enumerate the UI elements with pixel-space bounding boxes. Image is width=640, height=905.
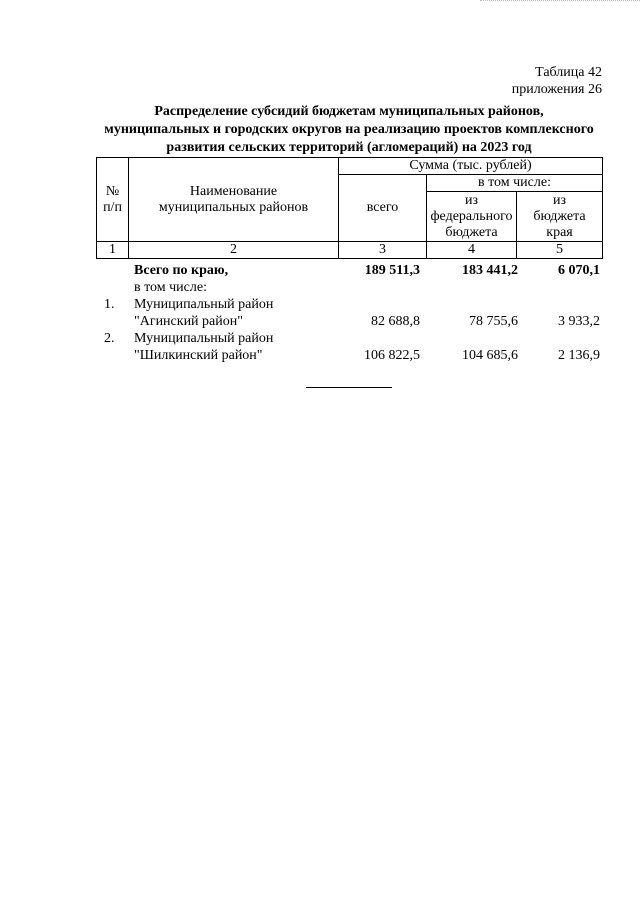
row-federal: 78 755,6 xyxy=(469,314,518,329)
header-including: в том числе: xyxy=(427,175,603,192)
column-number-cell: 3 xyxy=(339,242,427,259)
header-federal-line-2: федерального xyxy=(430,208,513,224)
header-sum: Сумма (тыс. рублей) xyxy=(339,158,603,175)
header-regional-line-1: из xyxy=(552,192,567,208)
row-name-line-1: Муниципальный район xyxy=(134,331,274,346)
row-name-line-1: Муниципальный район xyxy=(134,297,274,312)
row-name-line-2: "Агинский район" xyxy=(134,314,243,329)
header-name-line-2: муниципальных районов xyxy=(158,199,309,215)
document-title xyxy=(96,103,602,157)
total-row xyxy=(96,262,602,279)
column-number-cell: 1 xyxy=(97,242,129,259)
row-federal: 104 685,6 xyxy=(462,348,518,363)
row-name-line-2: "Шилкинский район" xyxy=(134,348,263,363)
header-federal-line-3: бюджета xyxy=(445,224,498,240)
row-total: 106 822,5 xyxy=(364,348,420,363)
column-number-cell: 2 xyxy=(129,242,339,259)
table-row xyxy=(96,347,602,364)
column-number-cell: 4 xyxy=(427,242,517,259)
header-regional-line-3: края xyxy=(546,224,573,240)
header-federal-line-1: из xyxy=(464,192,479,208)
table-row xyxy=(96,296,602,313)
end-separator-line xyxy=(306,387,392,388)
caption-appendix: приложения 26 xyxy=(511,82,602,97)
row-regional: 3 933,2 xyxy=(558,314,600,329)
total-row-name: Всего по краю, xyxy=(134,263,229,278)
header-num-line-1: № xyxy=(105,183,120,199)
total-row-federal: 183 441,2 xyxy=(462,263,518,278)
header-regional-line-2: бюджета xyxy=(533,208,586,224)
header-num-line-2: п/п xyxy=(103,199,122,215)
table-body xyxy=(96,262,602,364)
caption-table-number: Таблица 42 xyxy=(535,65,602,80)
header-regional xyxy=(517,192,603,242)
total-row-regional: 6 070,1 xyxy=(558,263,600,278)
table-row xyxy=(96,330,602,347)
title-line-3: развития сельских территорий (агломераций) на 2023 год xyxy=(166,140,532,155)
header-total: всего xyxy=(339,175,427,242)
subsidy-table-header xyxy=(96,157,603,259)
scan-edge-mark xyxy=(480,0,640,7)
total-row-total: 189 511,3 xyxy=(364,263,420,278)
table-caption xyxy=(512,64,602,98)
row-number: 2. xyxy=(104,331,115,346)
row-number: 1. xyxy=(104,297,115,312)
header-federal xyxy=(427,192,517,242)
header-num xyxy=(97,158,129,242)
row-regional: 2 136,9 xyxy=(558,348,600,363)
title-line-1: Распределение субсидий бюджетам муниципальных районов, xyxy=(154,104,544,119)
header-name-line-1: Наименование xyxy=(189,183,278,199)
header-name xyxy=(129,158,339,242)
including-label: в том числе: xyxy=(134,280,207,295)
row-total: 82 688,8 xyxy=(371,314,420,329)
column-number-cell: 5 xyxy=(517,242,603,259)
title-line-2: муниципальных и городских округов на реализацию проектов комплексного xyxy=(104,122,594,137)
table-row xyxy=(96,313,602,330)
including-row xyxy=(96,279,602,296)
